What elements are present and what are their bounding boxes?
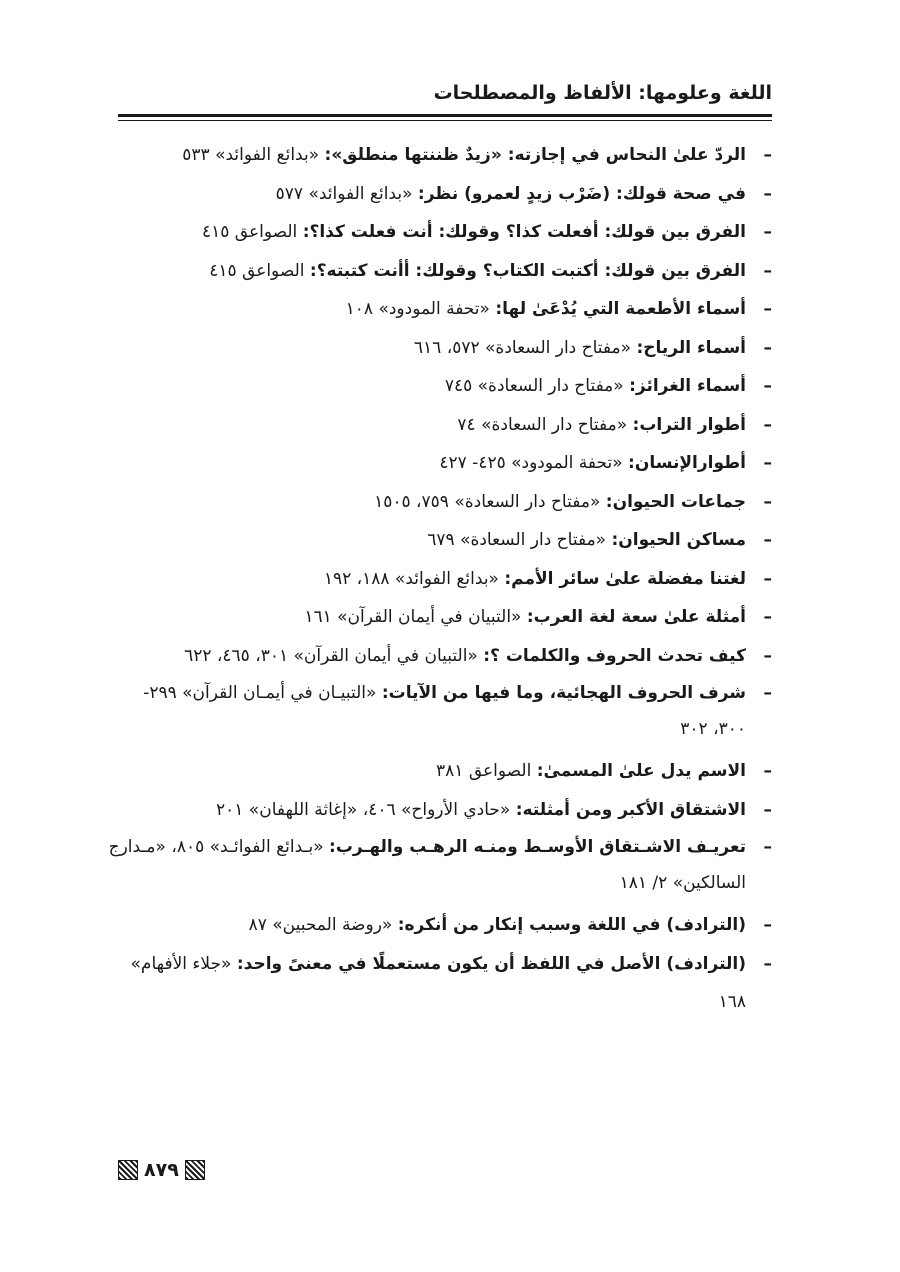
entry-topic: أطوار التراب: xyxy=(632,414,746,435)
entry-topic: أطوارالإنسان: xyxy=(628,453,746,473)
entry-topic: الردّ علىٰ النحاس في إجازته: «زيدٌ ظننتها منطلق»: xyxy=(324,145,746,165)
entry-topic: (الترادف) الأصل في اللفظ أن يكون مستعملًا في معنىً واحد: xyxy=(236,953,746,974)
entry-reference: الصواعق ٤١٥ xyxy=(209,260,310,281)
entry-topic: أسماء الأطعمة التي يُدْعَىٰ لها: xyxy=(495,299,746,319)
entry-reference: الصواعق ٣٨١ xyxy=(436,761,537,781)
entry-reference: «بـدائع الفوائـد» ٨٠٥، «مـدارج السالكين» ٢/ ١٨١ xyxy=(108,837,746,893)
dash-bullet: – xyxy=(763,183,772,204)
dash-bullet: – xyxy=(763,491,772,512)
dash-bullet: – xyxy=(763,337,772,358)
list-item xyxy=(108,945,772,1022)
entry-reference: «بدائع الفوائد» ٥٣٣ xyxy=(182,145,325,165)
entry-topic: (الترادف) في اللغة وسبب إنكار من أنكره: xyxy=(397,915,746,935)
header-title: اللغة وعلومها: الألفاظ والمصطلحات xyxy=(433,82,772,104)
list-item xyxy=(108,675,772,747)
list-item xyxy=(108,560,772,599)
page-footer xyxy=(118,1155,205,1185)
entry-reference: «التبيان في أيمان القرآن» ٣٠١، ٤٦٥، ٦٢٢ xyxy=(184,645,484,666)
running-header xyxy=(118,78,772,108)
list-item xyxy=(108,752,772,791)
entry-topic: تعريـف الاشـتقاق الأوسـط ومنـه الرهـب والهـرب: xyxy=(329,837,746,857)
ornament-icon xyxy=(185,1160,205,1180)
dash-bullet: – xyxy=(763,683,772,703)
dash-bullet: – xyxy=(763,145,772,165)
list-item xyxy=(108,213,772,252)
entry-topic: الاشتقاق الأكبر ومن أمثلته: xyxy=(515,799,746,820)
entry-reference: «بدائع الفوائد» ١٨٨، ١٩٢ xyxy=(323,568,505,589)
entry-reference: «تحفة المودود» ١٠٨ xyxy=(345,299,496,319)
header-rule-thick xyxy=(118,114,772,117)
dash-bullet: – xyxy=(763,414,772,435)
entry-reference: «مفتاح دار السعادة» ٦٧٩ xyxy=(427,530,612,550)
list-item xyxy=(108,637,772,676)
entry-topic: شرف الحروف الهجائية، وما فيها من الآيات: xyxy=(381,683,746,703)
entry-topic: لغتنا مفضلة علىٰ سائر الأمم: xyxy=(504,568,746,589)
list-item xyxy=(108,175,772,214)
header-rule-thin xyxy=(118,120,772,121)
entry-reference: «مفتاح دار السعادة» ٥٧٢، ٦١٦ xyxy=(413,337,637,358)
entry-topic: أسماء الرياح: xyxy=(636,337,746,358)
entry-reference: «بدائع الفوائد» ٥٧٧ xyxy=(275,183,418,204)
list-item xyxy=(108,252,772,291)
entry-reference: «التبيان في أيمان القرآن» ١٦١ xyxy=(304,607,527,627)
entry-topic: أسماء الغرائز: xyxy=(629,376,746,396)
dash-bullet: – xyxy=(763,530,772,550)
dash-bullet: – xyxy=(763,568,772,589)
entry-reference: «مفتاح دار السعادة» ٧٤٥ xyxy=(444,376,630,396)
dash-bullet: – xyxy=(763,299,772,319)
dash-bullet: – xyxy=(763,761,772,781)
entry-reference: «حادي الأرواح» ٤٠٦، «إغاثة اللهفان» ٢٠١ xyxy=(216,799,516,820)
list-item xyxy=(108,483,772,522)
list-item xyxy=(108,521,772,560)
entry-reference: «روضة المحبين» ٨٧ xyxy=(248,915,398,935)
dash-bullet: – xyxy=(763,915,772,935)
entry-topic: مساكن الحيوان: xyxy=(611,530,746,550)
entry-topic: جماعات الحيوان: xyxy=(605,491,746,512)
dash-bullet: – xyxy=(763,376,772,396)
list-item xyxy=(108,367,772,406)
entry-topic: الفرق بين قولك: أفعلت كذا؟ وقولك: أنت فعلت كذا؟: xyxy=(302,222,746,242)
dash-bullet: – xyxy=(763,837,772,857)
entry-reference: «تحفة المودود» ٤٢٥- ٤٢٧ xyxy=(439,453,629,473)
dash-bullet: – xyxy=(763,645,772,666)
page-number: ٨٧٩ xyxy=(144,1159,179,1181)
entry-topic: أمثلة علىٰ سعة لغة العرب: xyxy=(526,607,746,627)
entry-reference: الصواعق ٤١٥ xyxy=(202,222,303,242)
entry-topic: الاسم يدل علىٰ المسمىٰ: xyxy=(536,761,746,781)
ornament-icon xyxy=(118,1160,138,1180)
entry-topic: كيف تحدث الحروف والكلمات ؟: xyxy=(483,645,746,666)
entry-reference: «مفتاح دار السعادة» ٧٤ xyxy=(457,414,633,435)
dash-bullet: – xyxy=(763,607,772,627)
dash-bullet: – xyxy=(763,953,772,974)
entry-topic: الفرق بين قولك: أكتبت الكتاب؟ وقولك: أأنت كتبته؟: xyxy=(309,260,746,281)
entry-topic: في صحة قولك: (ضَرْب زيدٍ لعمرو) نظر: xyxy=(417,183,746,204)
dash-bullet: – xyxy=(763,260,772,281)
list-item xyxy=(108,329,772,368)
dash-bullet: – xyxy=(763,222,772,242)
list-item xyxy=(108,598,772,637)
index-entry-list xyxy=(108,136,772,1022)
list-item xyxy=(108,406,772,445)
list-item xyxy=(108,791,772,830)
list-item xyxy=(108,829,772,901)
entry-reference: «مفتاح دار السعادة» ٧٥٩، ١٥٠٥ xyxy=(374,491,606,512)
entry-reference: «التبيـان في أيمـان القرآن» ٢٩٩- ٣٠٠، ٣٠٢ xyxy=(143,683,746,739)
list-item xyxy=(108,136,772,175)
list-item xyxy=(108,290,772,329)
dash-bullet: – xyxy=(763,799,772,820)
dash-bullet: – xyxy=(763,453,772,473)
entry-reference: «جلاء الأفهام» ١٦٨ xyxy=(130,953,746,1012)
list-item xyxy=(108,444,772,483)
list-item xyxy=(108,906,772,945)
